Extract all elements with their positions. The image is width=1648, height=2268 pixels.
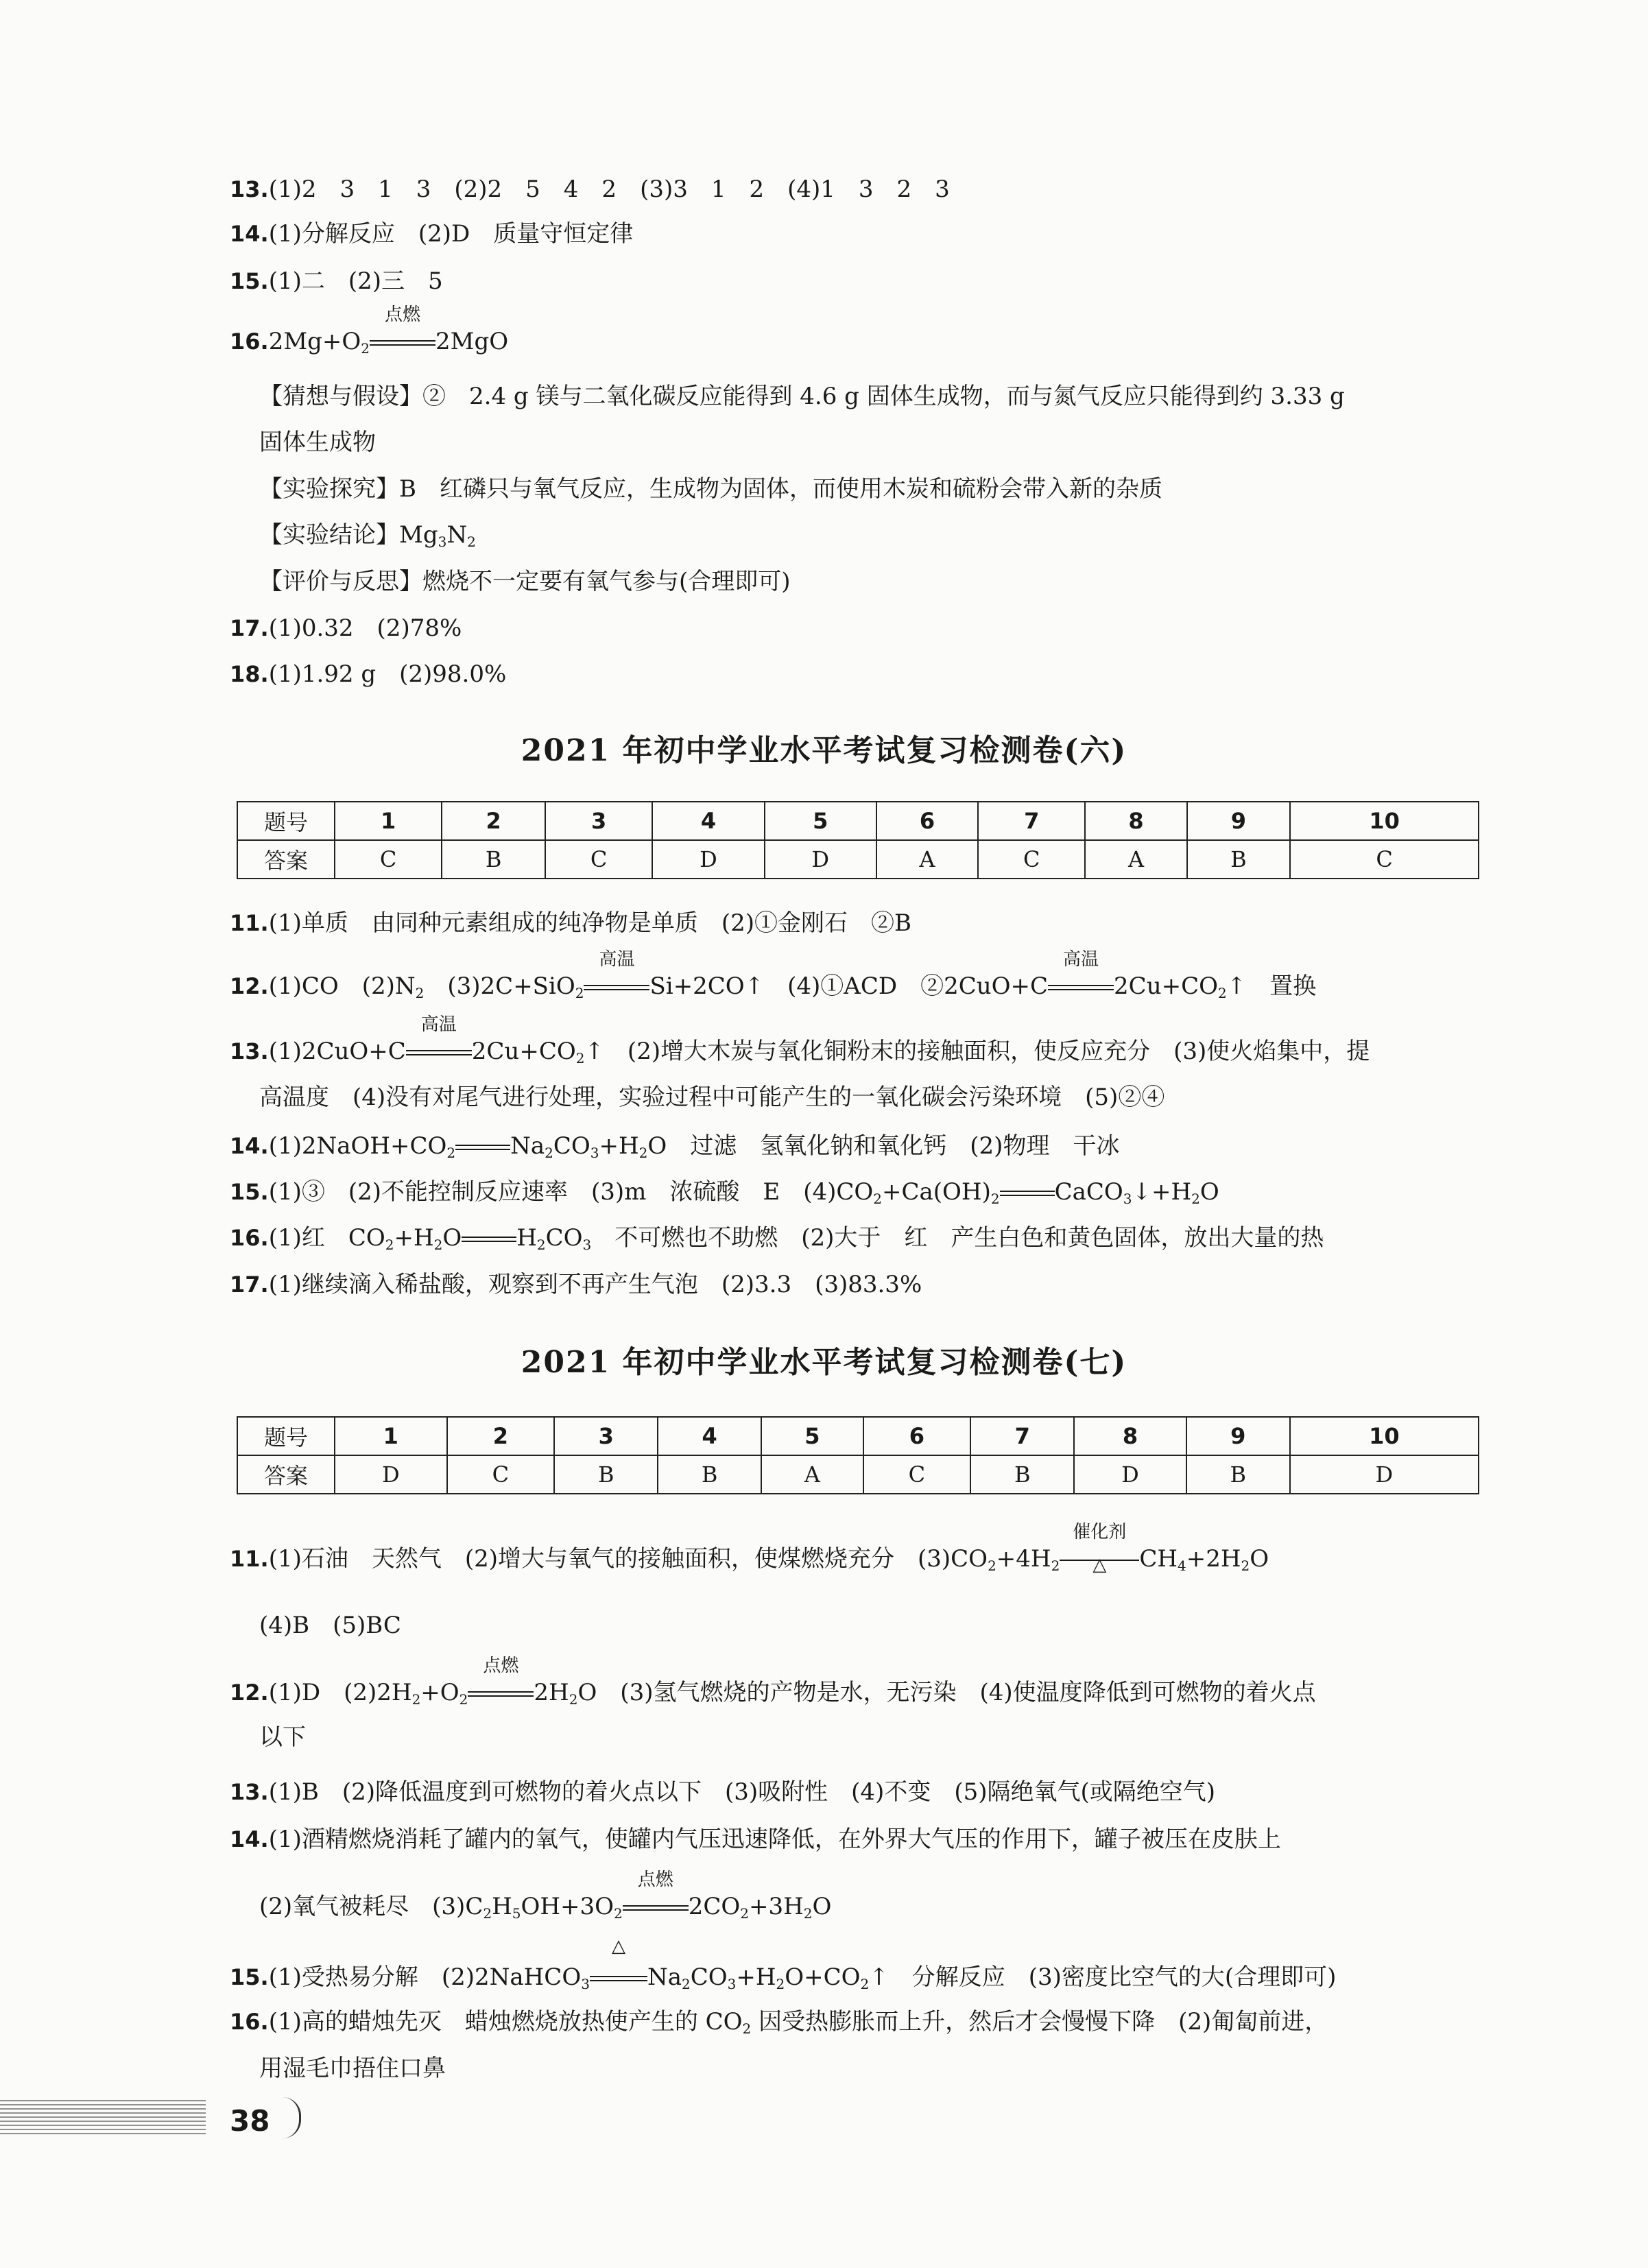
question-number-cell: 7 bbox=[970, 1417, 1074, 1455]
question-number: 16. bbox=[230, 329, 269, 355]
question-number: 13. bbox=[230, 176, 269, 202]
answer-text: (1)CO (2)N bbox=[268, 972, 416, 1000]
subscript: 5 bbox=[512, 1905, 521, 1922]
question-number: 12. bbox=[230, 973, 269, 999]
answer-q14 bbox=[230, 215, 633, 248]
subscript: 2 bbox=[1191, 1191, 1200, 1207]
question-number-cell: 5 bbox=[761, 1417, 863, 1455]
question-number: 16. bbox=[230, 1225, 269, 1251]
row-label: 题号 bbox=[237, 1417, 335, 1455]
answer-text: 不可燃也不助燃 (2)大于 红 产生白色和黄色固体，放出大量的热 bbox=[591, 1224, 1324, 1252]
answer-text: O+CO bbox=[785, 1963, 861, 1991]
reaction-condition bbox=[406, 1014, 472, 1065]
answer-text: Na bbox=[510, 1132, 545, 1160]
subscript: 2 bbox=[860, 1976, 870, 1992]
question-number-cell: 2 bbox=[447, 1417, 555, 1455]
subscript: 2 bbox=[415, 985, 425, 1001]
question-number-cell: 4 bbox=[652, 802, 764, 840]
answer-text: +O bbox=[420, 1679, 459, 1706]
answer-cell: D bbox=[335, 1455, 447, 1494]
answer-text: CO bbox=[553, 1132, 590, 1160]
question-number-cell: 7 bbox=[978, 802, 1085, 840]
question-number-cell: 9 bbox=[1187, 802, 1291, 840]
question-number: 14. bbox=[230, 1826, 269, 1852]
subscript: 2 bbox=[446, 1145, 456, 1161]
reaction-condition bbox=[1048, 949, 1114, 1000]
q16-hypothesis-line2 bbox=[259, 423, 376, 457]
answer-text: 用湿毛巾捂住口鼻 bbox=[259, 2055, 446, 2082]
answer-text: 高温度 (4)没有对尾气进行处理，实验过程中可能产生的一氧化碳会污染环境 (5)②④ bbox=[259, 1084, 1165, 1111]
question-number: 11. bbox=[230, 910, 269, 936]
question-number-cell: 10 bbox=[1290, 802, 1479, 840]
exam6-answer-q13 bbox=[230, 1014, 1370, 1066]
answer-text: CH bbox=[1139, 1545, 1178, 1573]
exam6-answer-q15 bbox=[230, 1173, 1219, 1206]
answer-text: +H bbox=[736, 1963, 776, 1991]
answer-cell: C bbox=[447, 1455, 555, 1494]
answer-q15 bbox=[230, 262, 443, 296]
question-number: 14. bbox=[230, 1133, 269, 1159]
row-label: 答案 bbox=[237, 1455, 335, 1494]
equation-part: 2MgO bbox=[435, 328, 509, 355]
exam7-answer-q13 bbox=[230, 1773, 1215, 1806]
condition-label: 点燃 bbox=[637, 1870, 673, 1890]
subscript: 3 bbox=[581, 1976, 590, 1992]
exam7-answer-q15 bbox=[230, 1936, 1337, 1992]
answer-text: (1)2 3 1 3 (2)2 5 4 2 (3)3 1 2 (4)1 3 2 3 bbox=[268, 176, 950, 203]
equals-sign bbox=[462, 1224, 516, 1252]
answer-cell: D bbox=[765, 840, 876, 879]
subscript: 2 bbox=[575, 985, 584, 1001]
answer-text: (1)红 CO bbox=[268, 1224, 385, 1252]
subscript: 2 bbox=[988, 1557, 996, 1574]
answer-q16-equation bbox=[230, 305, 509, 357]
answer-cell: D bbox=[1290, 1455, 1479, 1494]
subscript: 2 bbox=[740, 1905, 749, 1922]
answer-text: (1)高的蜡烛先灭 蜡烛燃烧放热使产生的 CO bbox=[268, 2008, 743, 2036]
exam7-answer-q14-line2 bbox=[259, 1870, 832, 1922]
exam7-answer-q12-line2 bbox=[259, 1718, 306, 1752]
exam6-title: 2021 年初中学业水平考试复习检测卷(六) bbox=[521, 733, 1127, 768]
question-number-cell: 1 bbox=[335, 1417, 447, 1455]
answer-text: 2Cu+CO bbox=[471, 1038, 576, 1065]
answer-cell: C bbox=[863, 1455, 971, 1494]
answer-text: 【实验结论】Mg bbox=[259, 521, 438, 549]
answer-text: 以下 bbox=[259, 1723, 306, 1751]
answer-text: O bbox=[442, 1224, 462, 1252]
q16-experiment bbox=[259, 470, 1162, 503]
answer-text: (1)D (2)2H bbox=[268, 1679, 412, 1706]
answer-text: +H bbox=[599, 1132, 639, 1160]
condition-label: 催化剂 bbox=[1073, 1522, 1127, 1542]
exam7-answer-q16-line2 bbox=[259, 2049, 446, 2083]
equals-sign bbox=[1000, 1178, 1055, 1206]
answer-text: (4)B (5)BC bbox=[259, 1612, 401, 1639]
q16-conclusion bbox=[259, 516, 476, 549]
answer-text: CaCO bbox=[1054, 1178, 1123, 1206]
answer-text: 【评价与反思】燃烧不一定要有氧气参与(合理即可) bbox=[259, 568, 791, 595]
exam7-answer-q16 bbox=[230, 2003, 1328, 2036]
page-number: 38 bbox=[230, 2104, 270, 2138]
answer-cell: B bbox=[442, 840, 545, 879]
answer-cell: B bbox=[1187, 840, 1291, 879]
subscript: 3 bbox=[727, 1976, 737, 1992]
condition-label: 高温 bbox=[599, 949, 635, 970]
answer-q17 bbox=[230, 609, 462, 643]
exam6-answer-table bbox=[237, 801, 1479, 879]
exam6-answer-q11 bbox=[230, 904, 911, 938]
answer-text: (1)2NaOH+CO bbox=[268, 1132, 447, 1160]
equation-part: 2Mg+O bbox=[268, 328, 361, 355]
answer-text: CO bbox=[690, 1963, 728, 1991]
reaction-condition bbox=[370, 305, 435, 355]
reaction-condition bbox=[1060, 1522, 1139, 1575]
answer-text: (1)二 (2)三 5 bbox=[268, 267, 443, 295]
question-number-cell: 4 bbox=[658, 1417, 761, 1455]
condition-label: 高温 bbox=[1063, 949, 1099, 970]
answer-text: (1)1.92 g (2)98.0% bbox=[268, 660, 507, 688]
subscript: 3 bbox=[590, 1145, 599, 1161]
subscript: 2 bbox=[873, 1191, 883, 1207]
subscript: 2 bbox=[1051, 1557, 1060, 1574]
question-number: 15. bbox=[230, 1179, 269, 1205]
subscript: 3 bbox=[1123, 1191, 1132, 1207]
answer-text: ↑ (2)增大木炭与氧化铜粉末的接触面积，使反应充分 (3)使火焰集中，提 bbox=[584, 1038, 1370, 1065]
question-number: 14. bbox=[230, 221, 269, 247]
reaction-condition bbox=[584, 949, 649, 1000]
answer-text: Na bbox=[647, 1963, 682, 1991]
answer-text: 2Cu+CO bbox=[1114, 972, 1218, 1000]
answer-text: (2)氧气被耗尽 (3)C bbox=[259, 1893, 483, 1920]
answer-cell: C bbox=[1290, 840, 1479, 879]
answer-cell: A bbox=[761, 1455, 863, 1494]
question-number-cell: 8 bbox=[1085, 802, 1186, 840]
answer-text: 【实验探究】B 红磷只与氧气反应，生成物为固体，而使用木炭和硫粉会带入新的杂质 bbox=[259, 475, 1162, 503]
answer-cell: D bbox=[652, 840, 764, 879]
exam6-answer-q17 bbox=[230, 1265, 922, 1299]
q16-hypothesis-line1 bbox=[259, 377, 1345, 411]
answer-text: (1)石油 天然气 (2)增大与氧气的接触面积，使煤燃烧充分 (3)CO bbox=[268, 1545, 988, 1573]
question-number-cell: 2 bbox=[442, 802, 545, 840]
answer-text: (1)受热易分解 (2)2NaHCO bbox=[268, 1963, 582, 1991]
question-number: 13. bbox=[230, 1779, 269, 1805]
answer-cell: B bbox=[658, 1455, 761, 1494]
exam7-answer-q11-line2 bbox=[259, 1606, 401, 1640]
subscript: 3 bbox=[582, 1237, 592, 1253]
subscript: 2 bbox=[803, 1905, 813, 1922]
question-number-cell: 1 bbox=[335, 802, 442, 840]
exam7-answer-q14 bbox=[230, 1820, 1281, 1854]
answer-text: O (3)氢气燃烧的产物是水，无污染 (4)使温度降低到可燃物的着火点 bbox=[577, 1679, 1316, 1706]
subscript: 2 bbox=[433, 1237, 443, 1253]
subscript: 2 bbox=[638, 1145, 648, 1161]
answer-text: 2CO bbox=[688, 1893, 741, 1920]
table-row-answers bbox=[237, 1455, 1479, 1494]
answer-text: ↑ 置换 bbox=[1226, 972, 1317, 1000]
question-number-cell: 10 bbox=[1290, 1417, 1479, 1455]
answer-text: Si+2CO↑ (4)①ACD ②2CuO+C bbox=[649, 972, 1049, 1000]
answer-text: O bbox=[1250, 1545, 1269, 1573]
question-number-cell: 3 bbox=[545, 802, 652, 840]
exam6-answer-q14 bbox=[230, 1127, 1119, 1160]
question-number: 13. bbox=[230, 1038, 269, 1064]
answer-cell: B bbox=[1186, 1455, 1290, 1494]
answer-text: H bbox=[492, 1893, 512, 1920]
subscript: 2 bbox=[614, 1905, 623, 1922]
answer-text: (1)2CuO+C bbox=[268, 1038, 406, 1065]
exam6-answer-q16 bbox=[230, 1219, 1324, 1252]
answer-text: (1)继续滴入稀盐酸，观察到不再产生气泡 (2)3.3 (3)83.3% bbox=[268, 1271, 922, 1298]
answer-text: 固体生成物 bbox=[259, 429, 376, 456]
question-number-cell: 5 bbox=[765, 802, 876, 840]
answer-text: (1)分解反应 (2)D 质量守恒定律 bbox=[268, 220, 634, 248]
answer-text: ↑ 分解反应 (3)密度比空气的大(合理即可) bbox=[869, 1963, 1337, 1991]
subscript: 2 bbox=[681, 1976, 691, 1992]
answer-cell: C bbox=[978, 840, 1085, 879]
condition-label: 高温 bbox=[420, 1014, 457, 1035]
answer-text: 因受热膨胀而上升，然后才会慢慢下降 (2)匍匐前进， bbox=[751, 2008, 1328, 2036]
subscript: 2 bbox=[411, 1691, 421, 1708]
answer-text: (3)2C+SiO bbox=[424, 972, 575, 1000]
question-number: 15. bbox=[230, 1964, 269, 1990]
subscript: 3 bbox=[438, 534, 447, 550]
answer-text: OH+3O bbox=[521, 1893, 614, 1920]
answer-text: (1)单质 由同种元素组成的纯净物是单质 (2)①金刚石 ②B bbox=[268, 909, 911, 937]
answer-q13 bbox=[230, 170, 950, 204]
subscript: 2 bbox=[545, 1145, 553, 1161]
subscript: 2 bbox=[459, 1691, 468, 1708]
exam7-answer-table bbox=[237, 1416, 1479, 1494]
answer-cell: A bbox=[1085, 840, 1186, 879]
answer-text: O bbox=[812, 1893, 832, 1920]
reaction-condition bbox=[468, 1656, 534, 1706]
exam6-answer-q13-line2 bbox=[259, 1078, 1165, 1112]
subscript: 2 bbox=[1217, 985, 1227, 1001]
condition-label: 点燃 bbox=[384, 305, 420, 325]
q16-reflection bbox=[259, 562, 791, 596]
answer-text: 【猜想与假设】② 2.4 g 镁与二氧化碳反应能得到 4.6 g 固体生成物，而与氮气反应只能得到约 3.33 g bbox=[259, 383, 1345, 410]
condition-label: △ bbox=[611, 1936, 625, 1957]
row-label: 题号 bbox=[237, 802, 335, 840]
answer-cell: A bbox=[876, 840, 978, 879]
answer-text: (1)0.32 (2)78% bbox=[268, 614, 462, 642]
answer-text: (1)③ (2)不能控制反应速率 (3)m 浓硫酸 E (4)CO bbox=[268, 1178, 874, 1206]
condition-label: 点燃 bbox=[483, 1656, 519, 1676]
page-number-bracket bbox=[283, 2097, 301, 2138]
subscript: 2 bbox=[575, 1050, 585, 1066]
table-row-numbers bbox=[237, 802, 1479, 840]
table-row-numbers bbox=[237, 1417, 1479, 1455]
subscript: 2 bbox=[990, 1191, 1000, 1207]
question-number-cell: 3 bbox=[554, 1417, 658, 1455]
condition-label: △ bbox=[1092, 1555, 1107, 1575]
subscript: 2 bbox=[1241, 1557, 1250, 1574]
exam7-title: 2021 年初中学业水平考试复习检测卷(七) bbox=[521, 1345, 1127, 1380]
answer-q18 bbox=[230, 655, 506, 689]
exam7-answer-q12 bbox=[230, 1656, 1316, 1708]
answer-text: H bbox=[516, 1224, 537, 1252]
answer-cell: D bbox=[1074, 1455, 1186, 1494]
answer-text: O 过滤 氢氧化钠和氧化钙 (2)物理 干冰 bbox=[647, 1132, 1120, 1160]
row-label: 答案 bbox=[237, 840, 335, 879]
page-footer-decoration bbox=[0, 2100, 206, 2137]
subscript: 2 bbox=[385, 1237, 394, 1253]
subscript: 4 bbox=[1177, 1557, 1186, 1574]
answer-text: O bbox=[1199, 1178, 1219, 1206]
answer-text: +2H bbox=[1186, 1545, 1241, 1573]
question-number: 18. bbox=[230, 661, 269, 687]
question-number: 17. bbox=[230, 1272, 269, 1298]
question-number: 12. bbox=[230, 1680, 269, 1706]
answer-text: +3H bbox=[749, 1893, 804, 1920]
question-number: 11. bbox=[230, 1546, 269, 1572]
question-number: 15. bbox=[230, 268, 269, 294]
answer-text: 2H bbox=[534, 1679, 569, 1706]
subscript: 2 bbox=[467, 534, 476, 550]
reaction-condition bbox=[623, 1870, 689, 1920]
subscript: 2 bbox=[776, 1976, 785, 1992]
exam6-answer-q12 bbox=[230, 949, 1317, 1001]
question-number-cell: 6 bbox=[863, 1417, 971, 1455]
question-number-cell: 9 bbox=[1186, 1417, 1290, 1455]
question-number: 17. bbox=[230, 615, 269, 641]
exam7-answer-q11 bbox=[230, 1522, 1269, 1575]
table-row-answers bbox=[237, 840, 1479, 879]
question-number-cell: 8 bbox=[1074, 1417, 1186, 1455]
equals-sign bbox=[455, 1132, 510, 1160]
answer-text: +Ca(OH) bbox=[882, 1178, 991, 1206]
answer-text: +4H bbox=[996, 1545, 1051, 1573]
answer-cell: B bbox=[970, 1455, 1074, 1494]
question-number: 16. bbox=[230, 2009, 269, 2035]
answer-text: ↓+H bbox=[1132, 1178, 1192, 1206]
answer-cell: C bbox=[545, 840, 652, 879]
subscript: 2 bbox=[536, 1237, 546, 1253]
answer-text: (1)B (2)降低温度到可燃物的着火点以下 (3)吸附性 (4)不变 (5)隔绝氧气(或隔绝空气) bbox=[268, 1778, 1216, 1806]
reaction-condition bbox=[590, 1936, 647, 1991]
subscript: 2 bbox=[569, 1691, 578, 1708]
answer-text: +H bbox=[394, 1224, 434, 1252]
subscript: 2 bbox=[483, 1905, 492, 1922]
answer-text: (1)酒精燃烧消耗了罐内的氧气，使罐内气压迅速降低，在外界大气压的作用下，罐子被压在皮肤上 bbox=[268, 1826, 1281, 1853]
subscript: 2 bbox=[361, 340, 370, 357]
subscript: 2 bbox=[742, 2020, 752, 2037]
answer-cell: C bbox=[335, 840, 442, 879]
answer-text: CO bbox=[545, 1224, 583, 1252]
question-number-cell: 6 bbox=[876, 802, 978, 840]
answer-cell: B bbox=[554, 1455, 658, 1494]
answer-text: N bbox=[446, 521, 468, 549]
